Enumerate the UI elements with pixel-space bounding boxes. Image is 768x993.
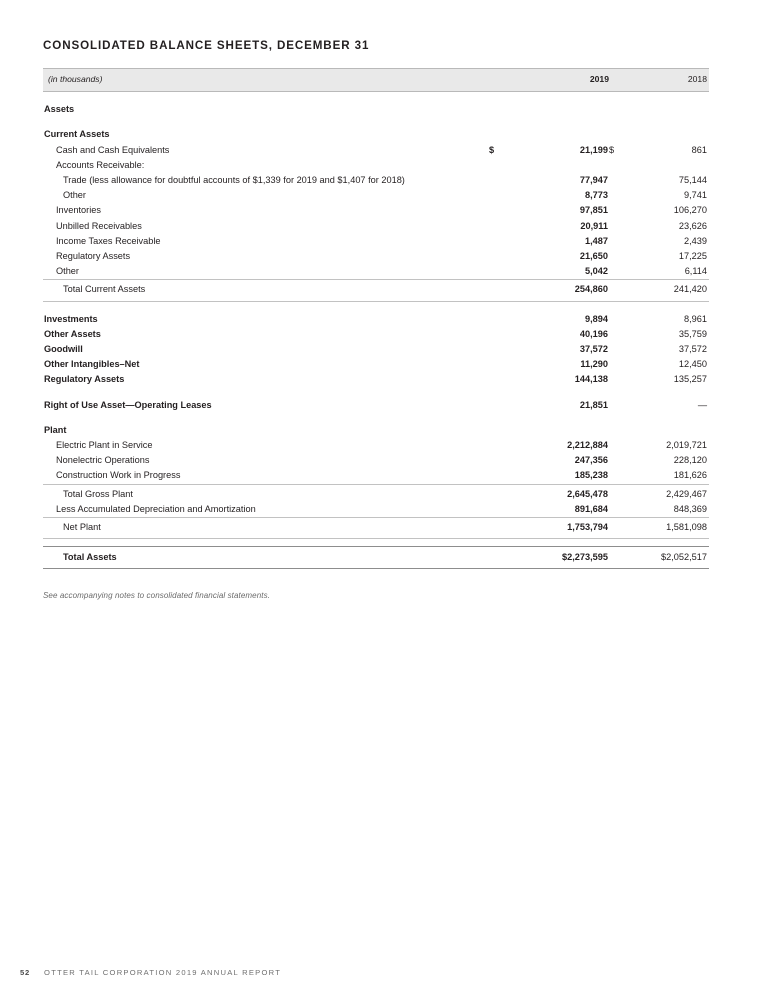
row-value-2018-electric-plant-in-service: 2,019,721: [666, 440, 707, 451]
row-label-investments: Investments: [44, 313, 98, 324]
table-row: [43, 398, 709, 413]
empty-cell: [609, 372, 623, 387]
row-value-2019-right-of-use-asset: 21,851: [579, 399, 608, 410]
row-label-income-taxes-receivable: Income Taxes Receivable: [56, 235, 161, 246]
empty-cell: [609, 280, 623, 301]
empty-cell: [609, 188, 623, 203]
row-value-2019-net-plant: 1,753,794: [503, 518, 609, 539]
table-row: [43, 158, 709, 173]
spacer: [43, 388, 709, 398]
empty-cell: [609, 484, 623, 502]
empty-cell: [609, 547, 623, 569]
row-value-2018-construction-work-in-progress: 181,626: [673, 470, 707, 481]
empty-cell: [489, 398, 503, 413]
row-value-2018-total-current-assets: 241,420: [623, 280, 709, 301]
row-label-ar-other: Other: [63, 190, 86, 201]
empty-cell: [489, 203, 503, 218]
empty-cell: [609, 264, 623, 280]
empty-cell: [609, 158, 623, 173]
empty-cell: [489, 357, 503, 372]
row-value-2018-ar-other: 9,741: [684, 190, 707, 201]
row-value-2019-ar-other: 8,773: [585, 190, 608, 201]
empty-cell: [489, 234, 503, 249]
row-value-2019-regulatory-assets-current: 21,650: [579, 251, 608, 262]
page-footer: [20, 968, 281, 977]
empty-cell: [609, 327, 623, 342]
row-value-2018-goodwill: 37,572: [678, 344, 707, 355]
empty-cell: [609, 423, 623, 438]
row-value-2018-other-current: 6,114: [684, 266, 707, 277]
row-value-2018-right-of-use-asset: —: [697, 399, 707, 410]
row-label-construction-work-in-progress: Construction Work in Progress: [56, 470, 181, 481]
row-value-2019-other-assets: 40,196: [579, 328, 608, 339]
empty-cell: [489, 158, 503, 173]
empty-cell: [609, 312, 623, 327]
spacer: [43, 92, 709, 103]
empty-cell: [489, 312, 503, 327]
footer-report-name: OTTER TAIL CORPORATION 2019 ANNUAL REPORT: [44, 968, 282, 977]
row-label-regulatory-assets-current: Regulatory Assets: [56, 251, 131, 262]
accompanying-notes-text: See accompanying notes to consolidated financial statements.: [43, 591, 271, 600]
row-value-2018-less-accumulated-depreciation: 848,369: [673, 503, 707, 514]
row-value-2019-total-assets: $2,273,595: [503, 547, 609, 569]
row-value-2018-income-taxes-receivable: 2,439: [684, 235, 707, 246]
row-value-2019-total-gross-plant: 2,645,478: [503, 484, 609, 502]
empty-cell: [609, 127, 623, 142]
row-value-2019-goodwill: 37,572: [579, 344, 608, 355]
row-value-2018-regulatory-assets-current: 17,225: [678, 251, 707, 262]
row-label-electric-plant-in-service: Electric Plant in Service: [56, 440, 153, 451]
subtotal-row-net-plant: [43, 518, 709, 539]
row-value-2018-total-assets: $2,052,517: [623, 547, 709, 569]
table-row: [43, 453, 709, 468]
row-value-2019-other-intangibles-net: 11,290: [580, 359, 608, 370]
row-label-trade: Trade (less allowance for doubtful accounts of $1,339 for 2019 and $1,407 for 2018): [63, 175, 405, 186]
empty-cell: [489, 264, 503, 280]
empty-cell: [503, 102, 609, 117]
empty-cell: [609, 102, 623, 117]
spacer: [43, 539, 709, 547]
subsection-heading-plant-row: [43, 423, 709, 438]
row-value-2018-regulatory-assets-noncurrent: 135,257: [673, 374, 707, 385]
empty-cell: [623, 127, 709, 142]
section-heading-assets-row: [43, 102, 709, 117]
empty-cell: [489, 547, 503, 569]
balance-sheet-table: [43, 68, 709, 569]
table-row: [43, 502, 709, 518]
total-row-total-assets: [43, 547, 709, 569]
row-value-2019-other-current: 5,042: [585, 266, 608, 277]
subtotal-row-total-gross-plant: [43, 484, 709, 502]
empty-cell: [609, 398, 623, 413]
header-units-label: (in thousands): [43, 69, 489, 92]
table-row: [43, 188, 709, 203]
row-label-inventories: Inventories: [56, 205, 101, 216]
spacer: [43, 117, 709, 127]
row-value-2018-inventories: 106,270: [673, 205, 707, 216]
currency-symbol-2018: $: [609, 144, 615, 155]
row-value-2019-electric-plant-in-service: 2,212,884: [567, 440, 608, 451]
row-label-other-current: Other: [56, 266, 79, 277]
empty-cell: [503, 423, 609, 438]
table-row: [43, 327, 709, 342]
row-label-less-accumulated-depreciation: Less Accumulated Depreciation and Amortization: [56, 503, 256, 514]
empty-cell: [489, 468, 503, 484]
empty-cell: [489, 502, 503, 518]
row-value-2019-less-accumulated-depreciation: 891,684: [574, 503, 608, 514]
empty-cell: [609, 502, 623, 518]
empty-cell: [503, 127, 609, 142]
row-value-2019-regulatory-assets-noncurrent: 144,138: [574, 374, 608, 385]
row-value-2019-cash: 21,199: [579, 144, 608, 155]
row-value-2019-income-taxes-receivable: 1,487: [585, 235, 608, 246]
empty-cell: [609, 342, 623, 357]
empty-cell: [489, 484, 503, 502]
empty-cell: [489, 438, 503, 453]
subsection-heading-current-assets-row: [43, 127, 709, 142]
table-row: [43, 438, 709, 453]
header-column-2018: 2018: [609, 69, 709, 92]
table-row: [43, 143, 709, 158]
empty-cell: [489, 423, 503, 438]
empty-cell: [623, 158, 709, 173]
row-label-total-assets: Total Assets: [43, 547, 489, 569]
empty-cell: [609, 468, 623, 484]
row-label-right-of-use-asset: Right of Use Asset—Operating Leases: [44, 399, 212, 410]
table-row: [43, 468, 709, 484]
row-value-2019-trade: 77,947: [579, 175, 608, 186]
balance-sheet-table-container: [43, 68, 709, 569]
row-value-2018-nonelectric-operations: 228,120: [673, 455, 707, 466]
table-row: [43, 264, 709, 280]
row-value-2018-total-gross-plant: 2,429,467: [623, 484, 709, 502]
row-value-2018-trade: 75,144: [678, 175, 707, 186]
row-label-unbilled-receivables: Unbilled Receivables: [56, 220, 142, 231]
empty-cell: [489, 372, 503, 387]
row-label-net-plant: Net Plant: [43, 518, 489, 539]
empty-cell: [623, 423, 709, 438]
row-value-2019-total-current-assets: 254,860: [503, 280, 609, 301]
table-row: [43, 249, 709, 264]
empty-cell: [489, 453, 503, 468]
row-value-2019-investments: 9,894: [585, 313, 608, 324]
row-label-total-current-assets: Total Current Assets: [43, 280, 489, 301]
row-label-nonelectric-operations: Nonelectric Operations: [56, 455, 150, 466]
empty-cell: [489, 327, 503, 342]
row-value-2019-inventories: 97,851: [579, 205, 608, 216]
table-row: [43, 357, 709, 372]
empty-cell: [609, 453, 623, 468]
header-column-2019: 2019: [489, 69, 609, 92]
row-value-2018-unbilled-receivables: 23,626: [678, 220, 707, 231]
row-value-2018-other-intangibles-net: 12,450: [678, 359, 707, 370]
subsection-heading-current-assets: Current Assets: [44, 129, 110, 140]
row-label-accounts-receivable: Accounts Receivable:: [56, 159, 145, 170]
empty-cell: [609, 219, 623, 234]
empty-cell: [489, 102, 503, 117]
empty-cell: [489, 188, 503, 203]
empty-cell: [609, 438, 623, 453]
table-row: [43, 173, 709, 188]
empty-cell: [623, 102, 709, 117]
row-value-2019-nonelectric-operations: 247,356: [574, 455, 608, 466]
empty-cell: [609, 173, 623, 188]
row-label-regulatory-assets-noncurrent: Regulatory Assets: [44, 374, 125, 385]
table-row: [43, 342, 709, 357]
row-value-2019-unbilled-receivables: 20,911: [580, 220, 608, 231]
empty-cell: [609, 249, 623, 264]
page-title: CONSOLIDATED BALANCE SHEETS, DECEMBER 31: [43, 39, 370, 52]
subsection-heading-plant: Plant: [44, 424, 67, 435]
row-label-cash: Cash and Cash Equivalents: [56, 144, 170, 155]
row-label-other-assets: Other Assets: [44, 328, 101, 339]
row-value-2019-construction-work-in-progress: 185,238: [574, 470, 608, 481]
row-label-goodwill: Goodwill: [44, 344, 83, 355]
empty-cell: [489, 127, 503, 142]
empty-cell: [489, 249, 503, 264]
table-row: [43, 234, 709, 249]
empty-cell: [489, 219, 503, 234]
row-label-other-intangibles-net: Other Intangibles–Net: [44, 359, 140, 370]
empty-cell: [489, 280, 503, 301]
row-value-2018-investments: 8,961: [684, 313, 707, 324]
empty-cell: [489, 342, 503, 357]
empty-cell: [609, 357, 623, 372]
row-label-total-gross-plant: Total Gross Plant: [43, 484, 489, 502]
empty-cell: [503, 158, 609, 173]
spacer: [43, 301, 709, 312]
currency-symbol-2019: $: [489, 144, 495, 155]
table-header-row: [43, 69, 709, 92]
spacer: [43, 413, 709, 423]
table-row: [43, 219, 709, 234]
section-heading-assets: Assets: [44, 104, 75, 115]
empty-cell: [489, 518, 503, 539]
table-row: [43, 372, 709, 387]
table-row: [43, 203, 709, 218]
empty-cell: [609, 203, 623, 218]
subtotal-row-total-current-assets: [43, 280, 709, 301]
footer-page-number: 52: [20, 968, 31, 977]
row-value-2018-cash: 861: [691, 144, 707, 155]
empty-cell: [609, 518, 623, 539]
table-row: [43, 312, 709, 327]
row-value-2018-net-plant: 1,581,098: [623, 518, 709, 539]
empty-cell: [609, 234, 623, 249]
empty-cell: [489, 173, 503, 188]
row-value-2018-other-assets: 35,759: [678, 328, 707, 339]
